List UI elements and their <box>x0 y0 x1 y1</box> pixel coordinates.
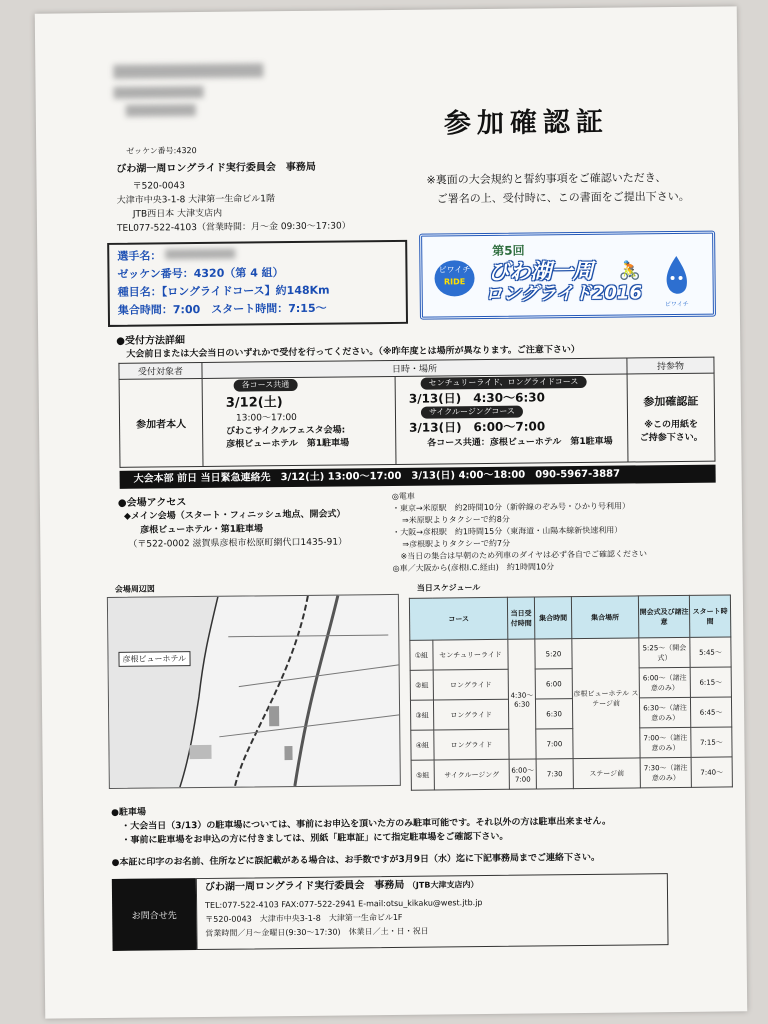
correction-note: ●本証に印字のお名前、住所などに誤記載がある場合は、お手数ですが3月9日（水）迄に下記事務局までご連絡下さい。 <box>111 852 601 868</box>
assembly-place-a: 彦根ビューホテル ステージ前 <box>572 638 640 759</box>
train-1b: ⇒米原駅よりタクシーで約8分 <box>402 514 510 525</box>
participant-time: 集合時間：7:00 スタート時間：7:15～ <box>117 301 327 317</box>
badge-line2: RIDE <box>443 277 466 287</box>
reception-day2 <box>395 374 628 464</box>
reception-day1 <box>202 376 396 466</box>
contact-address: 〒520-0043 大津市中央3-1-8 大津第一生命ビル1F <box>205 912 403 924</box>
contact-branch: （JTB大津支店内） <box>407 880 479 890</box>
redacted-address <box>114 86 204 99</box>
train-1: ・東京→米原駅 約2時間10分（新幹線のぞみ号・ひかり号利用） <box>391 501 630 513</box>
participant-event: 種目名：【ロングライドコース】約148Km <box>117 283 330 299</box>
row-ceremony: 6:30～（諸注意のみ） <box>639 697 690 728</box>
sch-h-place: 集合場所 <box>571 596 638 639</box>
day1-time: 13:00～17:00 <box>235 412 297 424</box>
reception-table <box>118 357 715 468</box>
contact-label-box <box>112 878 197 951</box>
row-assembly: 6:30 <box>535 699 572 729</box>
sch-h-ceremony: 開会式及び諸注意 <box>638 595 689 638</box>
emergency-bar <box>120 465 716 489</box>
venue-address: （〒522-0002 滋賀県彦根市松原町網代口1435-91） <box>128 537 348 550</box>
emergency-text: 大会本部 前日 当日緊急連絡先 3/12(土) 13:00～17:00 3/13(日) 4:00～18:00 090-5967-3887 <box>133 468 621 485</box>
row-group: ②組 <box>410 670 433 700</box>
row-assembly: 6:00 <box>535 669 572 699</box>
day2-date2: 3/13(日) 6:00～7:00 <box>409 419 546 435</box>
access-heading: ●会場アクセス <box>117 497 187 509</box>
train-note: ※当日の集合は早朝のため列車のダイヤは必ず各自でご確認ください <box>400 549 648 561</box>
row-start: 7:40～ <box>691 757 732 787</box>
row-start: 6:15～ <box>690 667 731 697</box>
table-row <box>410 667 731 700</box>
bring-title: 参加確認証 <box>643 394 699 408</box>
table-row <box>411 757 732 790</box>
parking-line2: ・事前に駐車場をお申込の方に付きましては、別紙「駐車証」にて指定駐車場をご確認下さい。 <box>121 831 509 846</box>
mascot-icon <box>658 254 694 309</box>
bib-line: ゼッケン番号:4320 <box>126 146 197 156</box>
schedule-heading: 当日スケジュール <box>416 583 481 593</box>
reception-time-b: 6:00～7:00 <box>509 759 536 789</box>
row-assembly: 5:20 <box>535 639 572 669</box>
train-2b: ⇒彦根駅よりタクシーで約7分 <box>402 538 511 549</box>
table-row <box>411 727 732 760</box>
day1-place2: 彦根ビューホテル 第1駐車場 <box>226 438 350 450</box>
train-heading: ◎電車 <box>391 491 415 501</box>
organizer-postal: 〒520-0043 <box>132 181 185 192</box>
contact-box <box>196 873 669 950</box>
assembly-place-b: ステージ前 <box>573 758 640 789</box>
venue-label: ◆メイン会場（スタート・フィニッシュ地点、開会式） <box>123 509 346 522</box>
row-start: 5:45～ <box>690 637 731 667</box>
map-heading: 会場周辺図 <box>114 584 155 594</box>
table-row <box>410 697 731 730</box>
sch-h-course: コース <box>409 597 507 640</box>
logo-line2: ロングライド2016 <box>484 282 643 306</box>
document-page <box>35 6 747 1018</box>
participant-name-row <box>117 248 235 264</box>
participant-name-label: 選手名： <box>117 249 162 263</box>
contact-label: お問合せ先 <box>131 910 177 922</box>
row-course: ロングライド <box>433 699 508 730</box>
row-assembly: 7:00 <box>536 729 573 759</box>
badge-line1: ビワイチ <box>438 265 471 275</box>
row-ceremony: 7:00～（諸注意のみ） <box>640 727 691 758</box>
row-assembly: 7:30 <box>536 759 573 789</box>
venue-map <box>107 594 401 789</box>
participant-box <box>107 240 408 327</box>
day2-pill1: センチュリーライド、ロングライドコース <box>421 376 587 390</box>
page-title: 参加確認証 <box>443 106 610 140</box>
contact-title: びわ湖一周ロングライド実行委員会 事務局 <box>204 879 405 893</box>
table-row <box>410 637 731 670</box>
notice-2: ご署名の上、受付時に、この書面をご提出下さい。 <box>436 189 690 206</box>
row-course: サイクルージング <box>434 759 509 790</box>
bring-note1: ※この用紙を <box>644 419 699 430</box>
row-course: ロングライド <box>434 729 509 760</box>
event-logo <box>419 231 716 320</box>
row-start: 7:15～ <box>691 727 732 757</box>
row-ceremony: 6:00～（諸注意のみ） <box>639 667 690 698</box>
row-group: ⑤組 <box>411 760 434 790</box>
organizer-address: 大津市中央3-1-8 大津第一生命ビル1階 <box>116 194 276 206</box>
parking-heading: ●駐車場 <box>111 807 147 818</box>
organizer-name: びわ湖一周ロングライド実行委員会 事務局 <box>116 161 316 175</box>
redacted-address <box>113 63 263 79</box>
reception-time-a: 4:30～6:30 <box>508 639 536 759</box>
sch-h-start: スタート時間 <box>689 595 730 637</box>
organizer-company: JTB西日本 大津支店内 <box>132 208 223 220</box>
map-drawing <box>108 595 400 788</box>
header-bring: 持参物 <box>627 357 714 374</box>
row-start: 6:45～ <box>690 697 731 727</box>
redacted-address <box>126 104 196 117</box>
contact-hours: 営業時間／月～金曜日(9:30～17:30) 休業日／土・日・祝日 <box>205 926 429 938</box>
reception-note: 大会前日または大会当日のいずれかで受付を行ってください。（※昨年度とは場所が異なります。ご注意下さい） <box>126 345 580 360</box>
schedule-table <box>409 594 733 790</box>
day2-place: 各コース共通：彦根ビューホテル 第1駐車場 <box>427 436 613 449</box>
reception-heading: ●受付方法詳細 <box>116 335 185 347</box>
header-target: 受付対象者 <box>119 362 202 379</box>
reception-target: 参加者本人 <box>119 378 203 467</box>
row-ceremony: 7:30～（諸注意のみ） <box>640 757 691 788</box>
logo-badge <box>434 260 474 296</box>
car-route: ◎車／大阪から(彦根I.C.経由) 約1時間10分 <box>392 562 555 573</box>
map-hotel-label: 彦根ビューホテル <box>118 651 190 667</box>
row-group: ①組 <box>410 640 433 670</box>
participant-bib: ゼッケン番号：4320（第 4 組） <box>117 266 284 281</box>
logo-edition: 第5回 <box>492 243 525 258</box>
mascot-label: ビワイチ <box>664 300 689 309</box>
day1-date: 3/12(土) <box>225 395 283 411</box>
train-2: ・大阪→彦根駅 約1時間15分（東海道・山陽本線新快速利用） <box>392 525 623 537</box>
row-ceremony: 5:25～（開会式） <box>639 637 690 668</box>
venue-name: 彦根ビューホテル・第1駐車場 <box>140 524 264 536</box>
day2-date1: 3/13(日) 4:30～6:30 <box>408 390 545 406</box>
contact-title-row <box>205 878 479 895</box>
row-course: ロングライド <box>433 669 508 700</box>
header-datetime: 日時・場所 <box>202 358 627 378</box>
day2-pill2: サイクルージングコース <box>421 406 523 419</box>
row-course: センチュリーライド <box>433 639 508 670</box>
row-group: ④組 <box>411 730 434 760</box>
redacted-name <box>165 249 235 260</box>
notice-1: ※裏面の大会規約と誓約事項をご確認いただき、 <box>426 171 667 187</box>
reception-bring <box>627 373 715 462</box>
logo-line1: びわ湖一周 <box>488 258 594 284</box>
cyclist-icon: 🚴 <box>618 260 642 282</box>
sch-h-reception: 当日受付時間 <box>507 597 534 639</box>
day1-pill: 各コース共通 <box>234 379 298 392</box>
contact-tel: TEL:077-522-4103 FAX:077-522-2941 E-mail:otsu_kikaku@west.jtb.jp <box>205 898 483 910</box>
day1-place1: びわこサイクルフェスタ会場: <box>226 425 346 437</box>
organizer-tel: TEL077-522-4103（営業時間：月～金 09:30～17:30） <box>116 221 351 234</box>
sch-h-assembly: 集合時間 <box>534 597 571 639</box>
parking-line1: ・大会当日（3/13）の駐車場については、事前にお申込を頂いた方のみ駐車可能です。それ以外の方は駐車出来ません。 <box>121 816 612 832</box>
bring-note2: ご持参下さい。 <box>639 432 703 443</box>
row-group: ③組 <box>410 700 433 730</box>
